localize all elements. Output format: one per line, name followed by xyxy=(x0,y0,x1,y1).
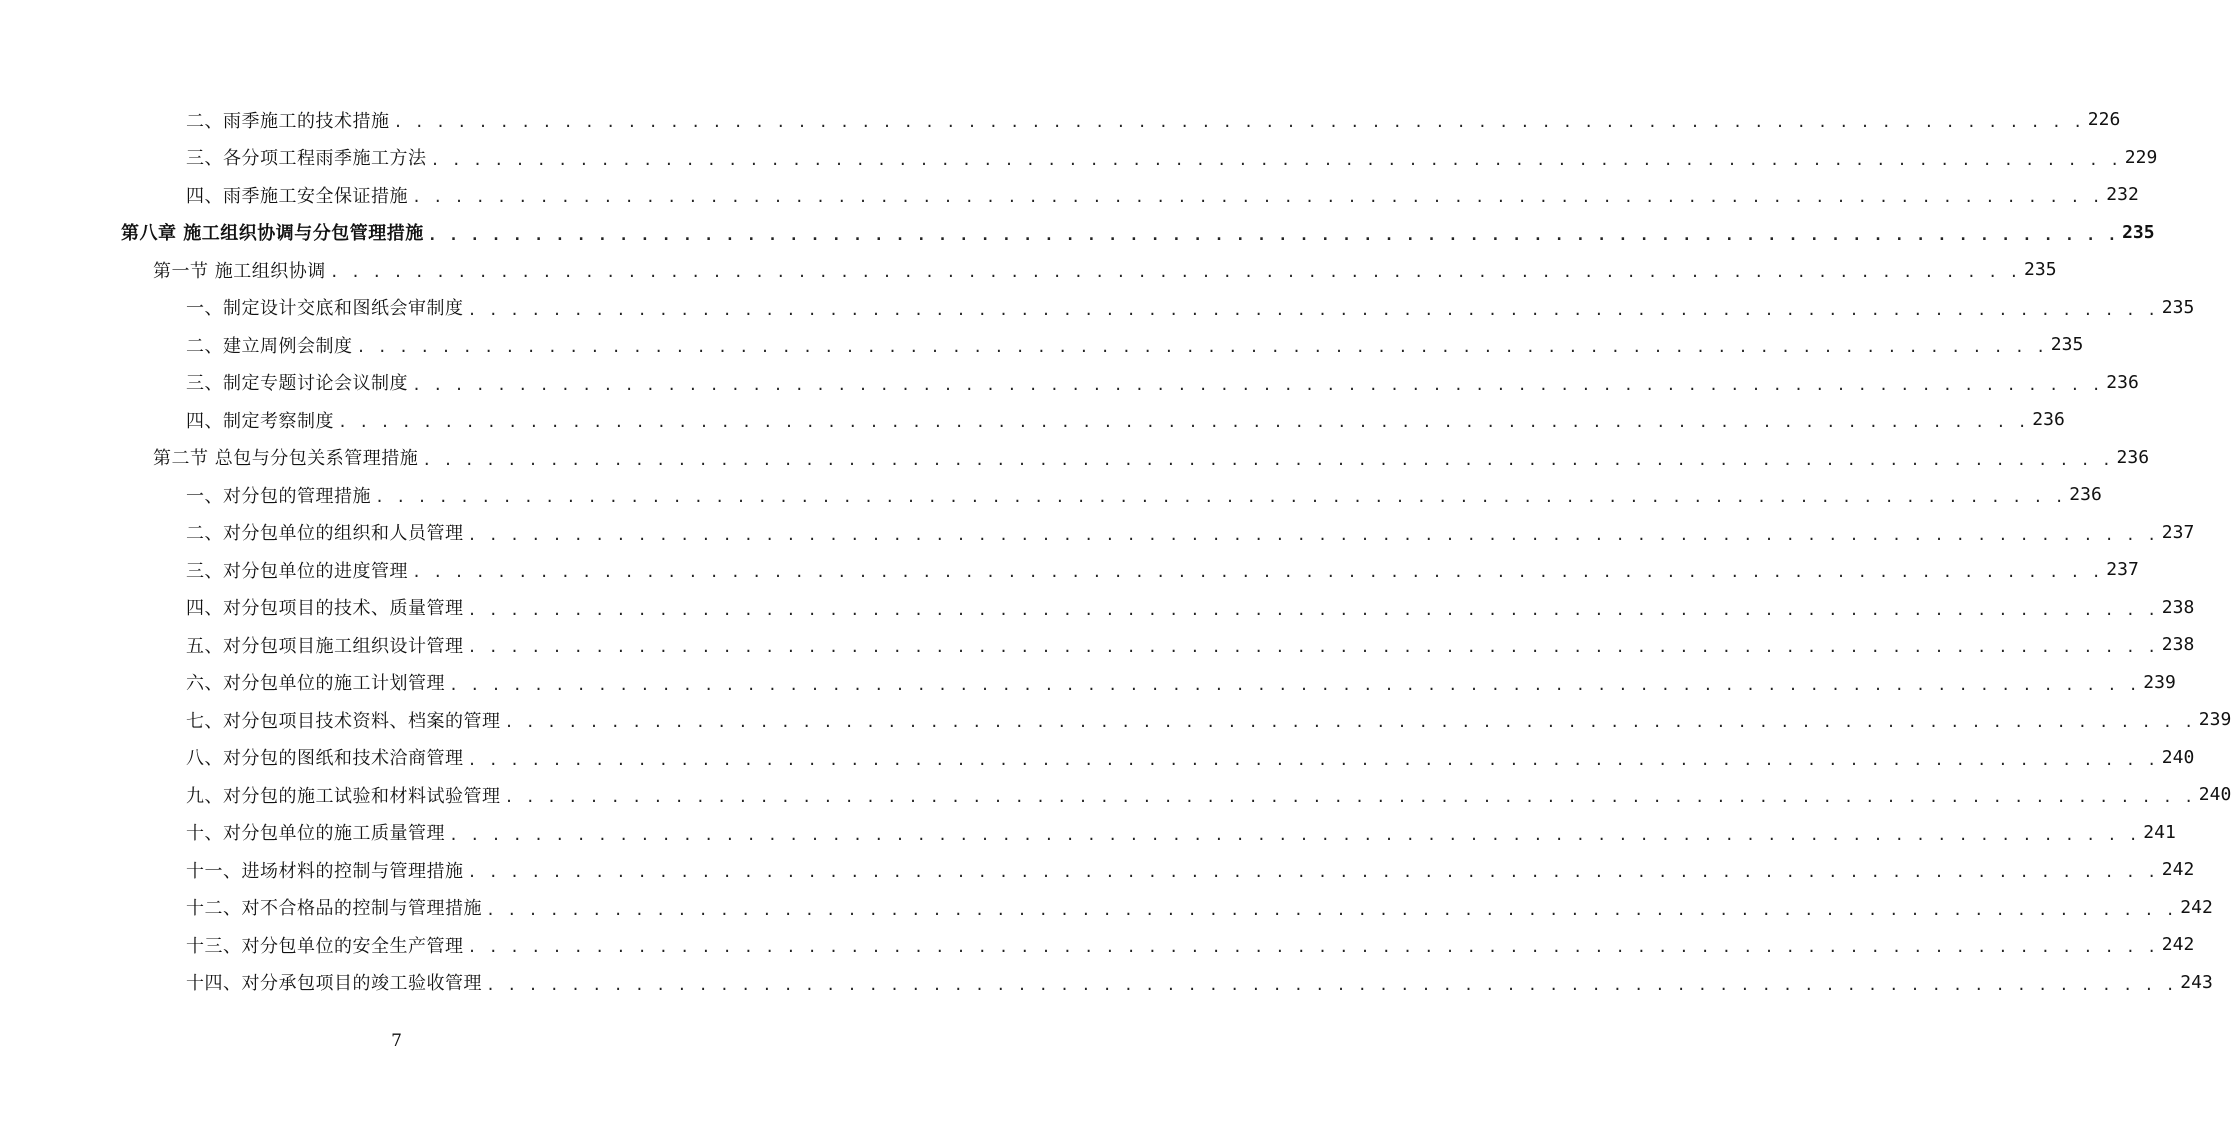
toc-entry-title: 四、对分包项目的技术、质量管理 xyxy=(186,598,464,620)
dot-leader: . . . . . . . . . . . . . . . . . . . . . . . . . . . . . . . . . . . . . . . . . . . . . . . . . . . . . . . . . . . . . . . . . . . . . . . . . . . . . . . . xyxy=(504,788,2195,807)
dot-leader: . . . . . . . . . . . . . . . . . . . . . . . . . . . . . . . . . . . . . . . . . . . . . . . . . . . . . . . . . . . . . . . . . . . . . . . . . . . . . . . . xyxy=(430,150,2121,169)
dot-leader: . . . . . . . . . . . . . . . . . . . . . . . . . . . . . . . . . . . . . . . . . . . . . . . . . . . . . . . . . . . . . . . . . . . . . . . . . . . . . . . . xyxy=(338,413,2029,432)
toc-entry[interactable] xyxy=(0,176,2139,214)
toc-entry[interactable] xyxy=(0,514,2195,552)
toc-entry-page: 242 xyxy=(2161,934,2195,956)
toc-entry-page: 242 xyxy=(2180,896,2213,918)
toc-entry-page: 229 xyxy=(2124,146,2158,168)
toc-entry-page: 242 xyxy=(2161,859,2195,881)
toc-chapter-entry[interactable] xyxy=(0,214,2155,252)
dot-leader: . . . . . . . . . . . . . . . . . . . . . . . . . . . . . . . . . . . . . . . . . . . . . . . . . . . . . . . . . . . . . . . . . . . . . . . . . . . . . . . . xyxy=(449,675,2140,694)
toc-entry-title: 四、制定考察制度 xyxy=(186,410,334,432)
toc-section-entry[interactable] xyxy=(0,439,2150,477)
toc-entry-page: 238 xyxy=(2161,596,2195,618)
toc-entry-title: 三、制定专题讨论会议制度 xyxy=(186,373,408,395)
toc-entry[interactable] xyxy=(0,776,2231,814)
toc-entry-title: 十四、对分承包项目的竣工验收管理 xyxy=(186,973,482,995)
toc-entry-title: 四、雨季施工安全保证措施 xyxy=(186,185,408,207)
toc-chapter-title: 第八章 施工组织协调与分包管理措施 xyxy=(121,223,424,245)
toc-entry[interactable] xyxy=(0,589,2195,627)
dot-leader: . . . . . . . . . . . . . . . . . . . . . . . . . . . . . . . . . . . . . . . . . . . . . . . . . . . . . . . . . . . . . . . . . . . . . . . . . . . . . . . . xyxy=(449,825,2140,844)
toc-entry-title: 三、各分项工程雨季施工方法 xyxy=(186,148,427,170)
toc-entry-page: 236 xyxy=(2116,446,2150,468)
dot-leader: . . . . . . . . . . . . . . . . . . . . . . . . . . . . . . . . . . . . . . . . . . . . . . . . . . . . . . . . . . . . . . . . . . . . . . . . . . . . . . . . xyxy=(467,300,2158,319)
table-of-contents xyxy=(0,101,2231,1001)
toc-entry[interactable] xyxy=(0,664,2176,702)
toc-entry-page: 238 xyxy=(2161,634,2195,656)
toc-entry-title: 二、建立周例会制度 xyxy=(186,335,353,357)
toc-entry-page: 239 xyxy=(2198,709,2231,731)
toc-entry-page: 240 xyxy=(2161,746,2195,768)
toc-section-title: 第二节 总包与分包关系管理措施 xyxy=(153,448,419,470)
dot-leader: . . . . . . . . . . . . . . . . . . . . . . . . . . . . . . . . . . . . . . . . . . . . . . . . . . . . . . . . . . . . . . . . . . . . . . . . . . . . . . . . xyxy=(504,713,2195,732)
toc-entry-title: 十一、进场材料的控制与管理措施 xyxy=(186,860,464,882)
toc-section-title: 第一节 施工组织协调 xyxy=(153,260,326,282)
toc-entry[interactable] xyxy=(0,626,2195,664)
dot-leader: . . . . . . . . . . . . . . . . . . . . . . . . . . . . . . . . . . . . . . . . . . . . . . . . . . . . . . . . . . . . . . . . . . . . . . . . . . . . . . . . xyxy=(467,750,2158,769)
toc-entry-title: 六、对分包单位的施工计划管理 xyxy=(186,673,445,695)
toc-entry-title: 十二、对不合格品的控制与管理措施 xyxy=(186,898,482,920)
toc-entry-page: 241 xyxy=(2143,821,2176,843)
toc-entry[interactable] xyxy=(0,401,2065,439)
toc-entry-page: 235 xyxy=(2122,221,2155,243)
toc-entry-title: 十三、对分包单位的安全生产管理 xyxy=(186,935,464,957)
toc-entry-page: 239 xyxy=(2143,671,2176,693)
toc-entry-page: 237 xyxy=(2106,559,2139,581)
toc-entry[interactable] xyxy=(0,851,2195,889)
toc-entry[interactable] xyxy=(0,364,2139,402)
dot-leader: . . . . . . . . . . . . . . . . . . . . . . . . . . . . . . . . . . . . . . . . . . . . . . . . . . . . . . . . . . . . . . . . . . . . . . . . . . . . . . . . xyxy=(393,113,2084,132)
toc-entry-page: 236 xyxy=(2032,409,2065,431)
dot-leader: . . . . . . . . . . . . . . . . . . . . . . . . . . . . . . . . . . . . . . . . . . . . . . . . . . . . . . . . . . . . . . . . . . . . . . . . . . . . . . . . xyxy=(467,525,2158,544)
toc-entry-page: 237 xyxy=(2161,521,2195,543)
toc-entry-title: 三、对分包单位的进度管理 xyxy=(186,560,408,582)
toc-entry[interactable] xyxy=(0,964,2213,1002)
toc-entry-title: 七、对分包项目技术资料、档案的管理 xyxy=(186,710,501,732)
dot-leader: . . . . . . . . . . . . . . . . . . . . . . . . . . . . . . . . . . . . . . . . . . . . . . . . . . . . . . . . . . . . . . . . . . . . . . . . . . . . . . . . xyxy=(467,938,2158,957)
toc-entry[interactable] xyxy=(0,326,2084,364)
toc-entry-title: 二、对分包单位的组织和人员管理 xyxy=(186,523,464,545)
dot-leader: . . . . . . . . . . . . . . . . . . . . . . . . . . . . . . . . . . . . . . . . . . . . . . . . . . . . . . . . . . . . . . . . . . . . . . . . . . . . . . . . xyxy=(412,563,2103,582)
toc-entry-title: 十、对分包单位的施工质量管理 xyxy=(186,823,445,845)
dot-leader: . . . . . . . . . . . . . . . . . . . . . . . . . . . . . . . . . . . . . . . . . . . . . . . . . . . . . . . . . . . . . . . . . . . . . . . . . . . . . . . . xyxy=(412,188,2103,207)
toc-entry[interactable] xyxy=(0,101,2121,139)
toc-entry-page: 236 xyxy=(2106,371,2139,393)
toc-entry-page: 232 xyxy=(2106,184,2139,206)
toc-entry[interactable] xyxy=(0,551,2139,589)
dot-leader: . . . . . . . . . . . . . . . . . . . . . . . . . . . . . . . . . . . . . . . . . . . . . . . . . . . . . . . . . . . . . . . . . . . . . . . . . . . . . . . . xyxy=(412,375,2103,394)
toc-entry-page: 235 xyxy=(2161,296,2195,318)
toc-entry-title: 五、对分包项目施工组织设计管理 xyxy=(186,635,464,657)
toc-entry[interactable] xyxy=(0,139,2158,177)
toc-entry[interactable] xyxy=(0,289,2195,327)
toc-section-entry[interactable] xyxy=(0,251,2057,289)
dot-leader: . . . . . . . . . . . . . . . . . . . . . . . . . . . . . . . . . . . . . . . . . . . . . . . . . . . . . . . . . . . . . . . . . . . . . . . . . . . . . . . . xyxy=(467,600,2158,619)
dot-leader: . . . . . . . . . . . . . . . . . . . . . . . . . . . . . . . . . . . . . . . . . . . . . . . . . . . . . . . . . . . . . . . . . . . . . . . . . . . . . . . . xyxy=(375,488,2066,507)
toc-entry-page: 235 xyxy=(2050,334,2084,356)
toc-entry-title: 二、雨季施工的技术措施 xyxy=(186,110,390,132)
toc-entry-title: 八、对分包的图纸和技术洽商管理 xyxy=(186,748,464,770)
page-number: 7 xyxy=(391,1031,402,1051)
toc-entry[interactable] xyxy=(0,814,2176,852)
toc-entry-page: 243 xyxy=(2180,971,2213,993)
toc-entry[interactable] xyxy=(0,926,2195,964)
toc-entry[interactable] xyxy=(0,476,2102,514)
toc-entry[interactable] xyxy=(0,889,2213,927)
dot-leader: . . . . . . . . . . . . . . . . . . . . . . . . . . . . . . . . . . . . . . . . . . . . . . . . . . . . . . . . . . . . . . . . . . . . . . . . . . . . . . . . xyxy=(422,450,2113,469)
dot-leader: . . . . . . . . . . . . . . . . . . . . . . . . . . . . . . . . . . . . . . . . . . . . . . . . . . . . . . . . . . . . . . . . . . . . . . . . . . . . . . . . xyxy=(356,338,2047,357)
toc-entry-title: 一、制定设计交底和图纸会审制度 xyxy=(186,298,464,320)
toc-entry[interactable] xyxy=(0,701,2231,739)
toc-entry[interactable] xyxy=(0,739,2195,777)
dot-leader: . . . . . . . . . . . . . . . . . . . . . . . . . . . . . . . . . . . . . . . . . . . . . . . . . . . . . . . . . . . . . . . . . . . . . . . . . . . . . . . . xyxy=(486,900,2177,919)
toc-entry-title: 九、对分包的施工试验和材料试验管理 xyxy=(186,785,501,807)
toc-entry-title: 一、对分包的管理措施 xyxy=(186,485,371,507)
toc-entry-page: 236 xyxy=(2069,484,2102,506)
dot-leader: . . . . . . . . . . . . . . . . . . . . . . . . . . . . . . . . . . . . . . . . . . . . . . . . . . . . . . . . . . . . . . . . . . . . . . . . . . . . . . . . xyxy=(329,263,2021,282)
toc-entry-page: 235 xyxy=(2024,259,2057,281)
dot-leader: . . . . . . . . . . . . . . . . . . . . . . . . . . . . . . . . . . . . . . . . . . . . . . . . . . . . . . . . . . . . . . . . . . . . . . . . . . . . . . . . xyxy=(467,863,2158,882)
toc-entry-page: 240 xyxy=(2198,784,2231,806)
toc-entry-page: 226 xyxy=(2087,109,2121,131)
dot-leader: . . . . . . . . . . . . . . . . . . . . . . . . . . . . . . . . . . . . . . . . . . . . . . . . . . . . . . . . . . . . . . . . . . . . . . . . . . . . . . . . xyxy=(486,975,2177,994)
dot-leader: . . . . . . . . . . . . . . . . . . . . . . . . . . . . . . . . . . . . . . . . . . . . . . . . . . . . . . . . . . . . . . . . . . . . . . . . . . . . . . . . xyxy=(427,225,2119,244)
dot-leader: . . . . . . . . . . . . . . . . . . . . . . . . . . . . . . . . . . . . . . . . . . . . . . . . . . . . . . . . . . . . . . . . . . . . . . . . . . . . . . . . xyxy=(467,638,2158,657)
